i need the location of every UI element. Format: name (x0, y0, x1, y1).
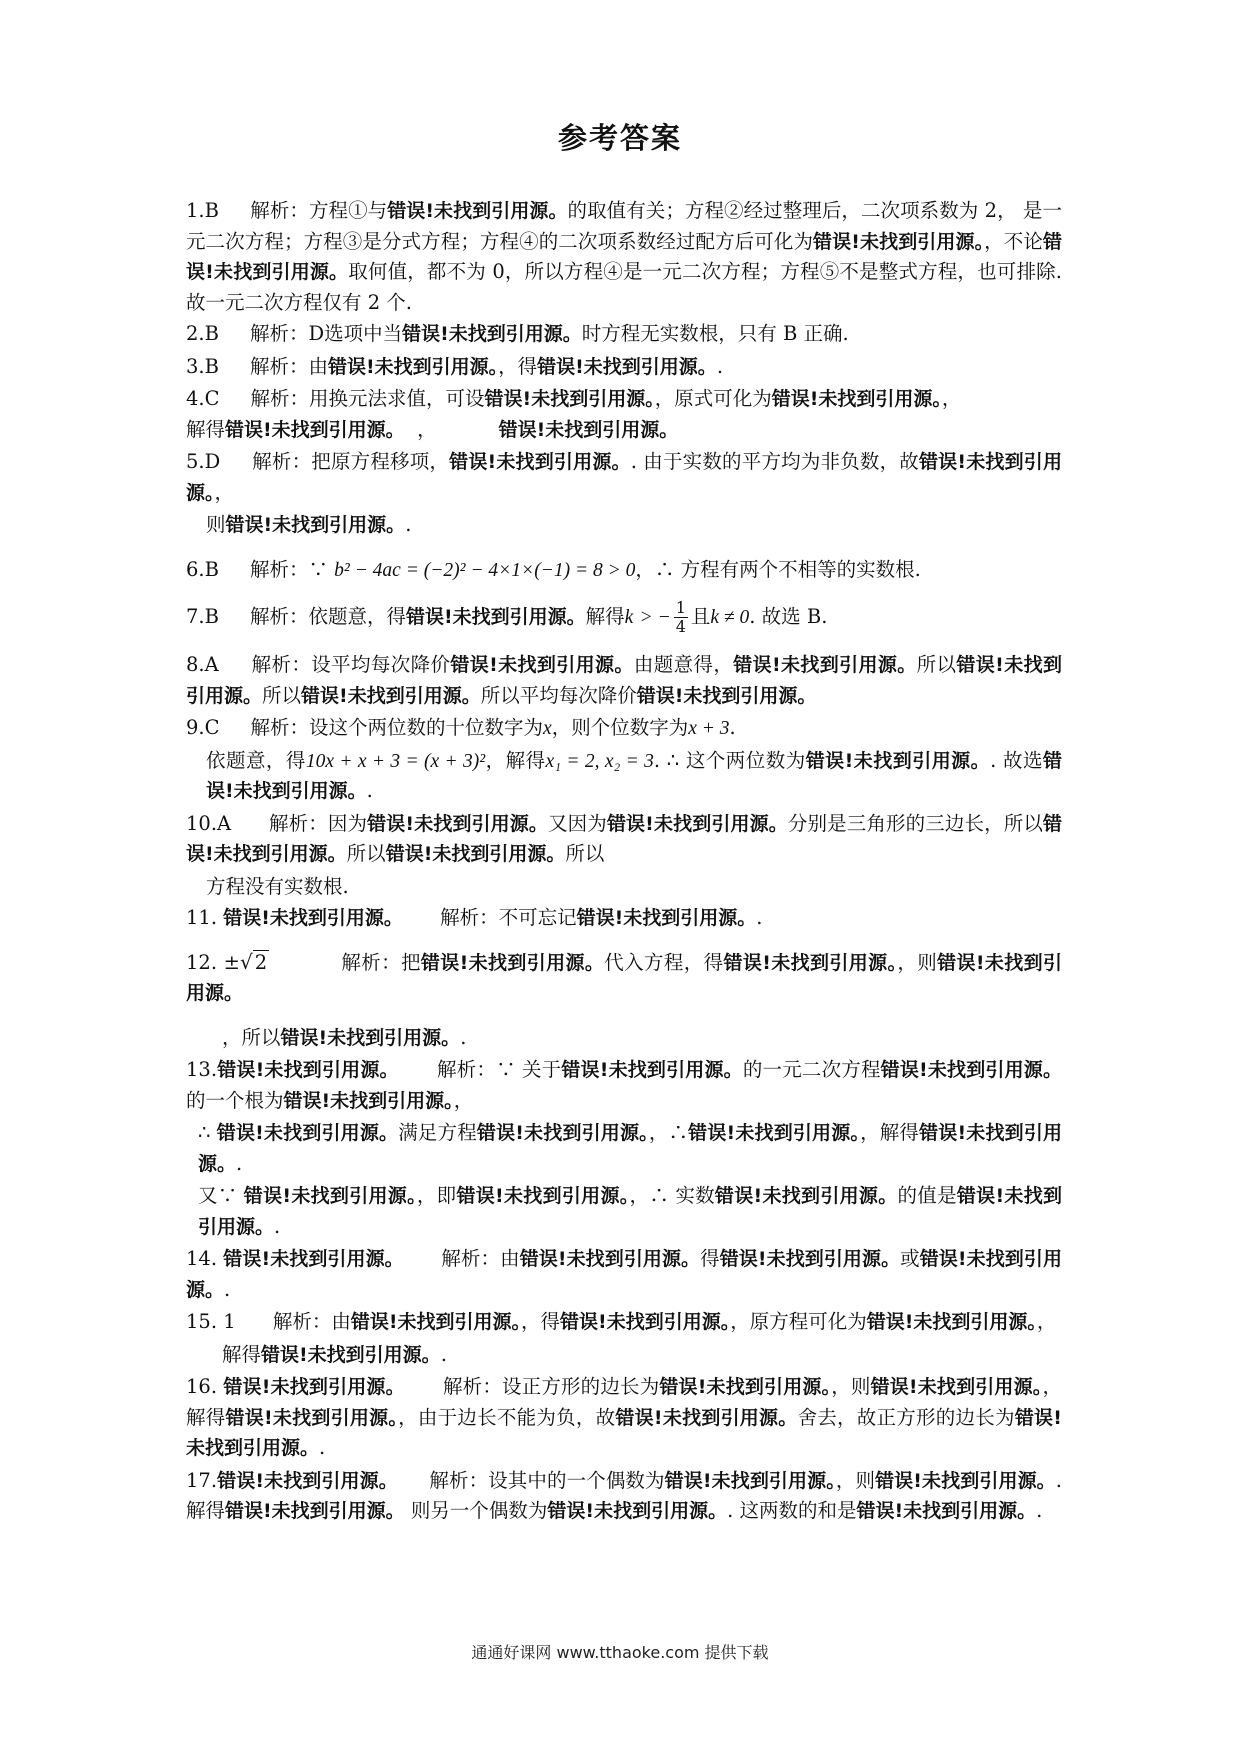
answer-text: . (756, 906, 763, 929)
answer-text: ，原式可化为 (654, 387, 772, 410)
answer-text: ，解得 (860, 1121, 920, 1144)
answer-5 (186, 447, 1062, 508)
answer-text: 的取值有关；方程②经过整理后，二次项系数为 2， 是一元二次方程；方程③是分式方程；方程④的二次项系数经过配方后可化为 (186, 199, 1062, 253)
answer-text: ，即 (416, 1184, 457, 1207)
answer-text: . 故选 B. (749, 605, 828, 628)
answer-12-continued (186, 1023, 1062, 1054)
answer-text: ， (214, 480, 235, 504)
answer-16 (186, 1372, 1062, 1464)
error-ref: 错误!未找到引用源。 (771, 388, 942, 410)
error-ref: 错误!未找到引用源。 (225, 418, 405, 441)
answer-text: . (236, 1151, 243, 1175)
error-ref: 错误!未找到引用源。 (280, 1026, 461, 1049)
answer-13-step-3 (186, 1181, 1062, 1242)
error-ref: 错误!未找到引用源。 (456, 1185, 630, 1207)
math-var: k (624, 607, 634, 628)
answer-text: 解得 (222, 1342, 262, 1366)
answer-text: 解析：方程①与 (250, 199, 388, 222)
answer-label: 12. (186, 950, 218, 974)
error-ref: 错误!未找到引用源。 (856, 1500, 1037, 1522)
answer-text: 所以平均每次降价 (480, 683, 637, 707)
error-ref: 错误!未找到引用源。 (866, 1311, 1037, 1333)
error-ref: 错误!未找到引用源。 (198, 1122, 1062, 1175)
answer-text: 或 (900, 1247, 920, 1270)
error-ref: 错误!未找到引用源。 (243, 1185, 417, 1207)
error-ref: 错误!未找到引用源。 (813, 230, 985, 253)
answer-17 (186, 1466, 1062, 1527)
answer-text: 解析：依题意，得 (249, 605, 406, 628)
answer-text: 解析：由 (441, 1247, 520, 1270)
answer-text: ， (941, 387, 962, 410)
answer-label: 1.B (186, 199, 219, 222)
answer-text: ，则 (897, 950, 938, 974)
answer-label: 15. 1 (186, 1310, 236, 1333)
answer-1 (186, 196, 1062, 317)
answer-text: . 解得 (186, 1468, 1062, 1522)
fraction (674, 599, 688, 636)
answer-text: 解析：∵ 关于 (437, 1058, 562, 1081)
answer-text: 分别是三角形的三边长，所以 (787, 811, 1043, 835)
answer-text: . (716, 354, 724, 378)
sqrt-radicand: 2 (254, 950, 268, 974)
answer-13 (186, 1055, 1062, 1116)
answer-label: 4.C (186, 387, 220, 410)
answer-text: 解析：不可忘记 (440, 906, 577, 929)
answer-11 (186, 903, 1062, 934)
answer-text: . (460, 1025, 467, 1049)
answer-text: ，得 (521, 1310, 561, 1333)
answer-text: 又因为 (548, 811, 607, 835)
math-expr: x + 3 (688, 718, 730, 739)
answer-text: ，由于边长不能为负，故 (398, 1405, 616, 1429)
answer-9-continued (186, 746, 1062, 807)
answer-2 (186, 319, 1062, 350)
answer-text: . 这两数的和是 (727, 1499, 857, 1522)
error-ref: 错误!未找到引用源。 (387, 200, 568, 222)
error-ref: 错误!未找到引用源。 (561, 1059, 743, 1081)
error-ref: 错误!未找到引用源。 (519, 1248, 701, 1270)
answer-text: 则另一个偶数为 (410, 1499, 548, 1522)
error-ref: 错误!未找到引用源。 (327, 355, 499, 378)
error-ref: 错误!未找到引用源。 (484, 388, 655, 410)
answer-text: . (405, 513, 412, 536)
answer-text: . (319, 1436, 326, 1459)
answer-text: 所以 (346, 842, 386, 865)
error-ref: 错误!未找到引用源。 (870, 1376, 1043, 1398)
answer-text: 所以 (262, 683, 302, 707)
error-ref: 错误!未找到引用源。 (186, 1406, 1062, 1459)
answer-text: 解析：因为 (269, 811, 368, 835)
answer-text: 解析：由 (272, 1310, 351, 1333)
error-ref: 错误!未找到引用源。 (217, 1059, 399, 1081)
answer-text: 且 (690, 605, 711, 628)
error-ref: 错误!未找到引用源。 (723, 951, 898, 974)
answer-text: 取何值，都不为 0，所以方程④是一元二次方程；方程⑤不是整式方程，也可排除.故一元二次方程仅有 2 个. (186, 260, 1062, 314)
answer-14 (186, 1244, 1062, 1305)
answer-label: 11. (186, 906, 218, 929)
error-ref: 错误!未找到引用源。 (636, 684, 817, 707)
page-title: 参考答案 (557, 121, 682, 155)
error-ref: 错误!未找到引用源。 (261, 1343, 441, 1366)
error-ref: 错误!未找到引用源。 (225, 514, 406, 536)
sqrt-icon: √ (239, 949, 253, 974)
answer-text: 所以 (565, 842, 605, 865)
error-ref: 错误!未找到引用源。 (225, 1406, 399, 1429)
error-ref: 错误!未找到引用源。 (223, 1376, 405, 1398)
answer-text: 舍去，故正方形的边长为 (797, 1405, 1015, 1429)
error-ref: 错误!未找到引用源。 (875, 1469, 1056, 1492)
error-ref: 错误!未找到引用源。 (350, 1311, 522, 1333)
error-ref: 错误!未找到引用源。 (659, 1376, 832, 1398)
answer-text: ，解得 (485, 748, 546, 772)
error-ref: 错误!未找到引用源。 (476, 1122, 649, 1144)
answer-label: 9.C (186, 716, 220, 739)
answer-text: 方程没有实数根. (206, 874, 349, 898)
answer-label: 17. (186, 1468, 218, 1492)
error-ref: 错误!未找到引用源。 (719, 1248, 901, 1270)
answer-text: 解析：设平均每次降价 (251, 653, 451, 676)
math-solution: x₁ = 2, x₂ = 3 (545, 750, 654, 772)
answer-text: . (366, 779, 373, 802)
error-ref: 错误!未找到引用源。 (450, 654, 634, 676)
error-ref: 错误!未找到引用源。 (217, 1469, 398, 1492)
error-ref: 错误!未找到引用源。 (198, 1185, 1062, 1238)
answer-text: 依题意，得 (206, 748, 306, 772)
error-ref: 错误!未找到引用源。 (449, 451, 631, 473)
answer-label: 7.B (186, 605, 219, 628)
answer-label: 16. (186, 1375, 218, 1398)
answer-label: 6.B (186, 557, 219, 581)
error-ref: 错误!未找到引用源。 (283, 1089, 454, 1112)
error-ref: 错误!未找到引用源。 (186, 230, 1062, 283)
answer-text: 所以 (916, 653, 957, 676)
discriminant-formula: b² − 4ac = (−2)² − 4×1×(−1) = 8 > 0 (334, 559, 636, 581)
error-ref: 错误!未找到引用源。 (223, 907, 403, 929)
answer-text: ，解得 (186, 1375, 1062, 1429)
math-var: x (543, 718, 552, 739)
answer-10 (186, 809, 1062, 870)
answer-6 (186, 555, 1062, 586)
error-ref: 错误!未找到引用源。 (498, 418, 679, 441)
answer-8 (186, 650, 1062, 711)
answer-text: 由题意得， (633, 653, 734, 676)
answer-text: ， (1036, 1310, 1057, 1333)
error-ref: 错误!未找到引用源。 (186, 1248, 1062, 1301)
answer-text: 时方程无实数根，只有 B 正确. (581, 322, 849, 345)
error-ref: 错误!未找到引用源。 (615, 1406, 798, 1429)
answer-text: . (729, 716, 736, 739)
error-ref: 错误!未找到引用源。 (606, 812, 788, 835)
answer-text: 解析：把 (341, 950, 421, 974)
answer-text: ，得 (498, 354, 538, 378)
math-equation: 10x + x + 3 = (x + 3)² (305, 750, 486, 772)
answer-text: 解析：把原方程移项， (252, 450, 450, 473)
fraction-numerator: 1 (675, 598, 686, 617)
answer-text: ， (453, 1088, 474, 1112)
answer-10-continued (186, 872, 1062, 902)
error-ref: 错误!未找到引用源。 (664, 1469, 836, 1492)
error-ref: 错误!未找到引用源。 (206, 749, 1062, 802)
error-ref: 错误!未找到引用源。 (537, 355, 717, 378)
answer-text: 解析：由 (249, 354, 328, 378)
answer-12 (186, 948, 1062, 1009)
answer-text: 则 (206, 513, 226, 536)
answer-15 (186, 1307, 1062, 1338)
answer-text: ，原方程可化为 (730, 1310, 867, 1333)
answer-text: . (274, 1214, 281, 1238)
plus-minus: ± (223, 950, 240, 974)
error-ref: 错误!未找到引用源。 (420, 951, 605, 974)
fraction-denominator: 4 (675, 617, 686, 636)
answer-text: . 由于实数的平方均为非负数，故 (630, 450, 919, 473)
answer-text: . ∴ 这个两位数为 (653, 748, 806, 772)
answer-text: 满足方程 (398, 1121, 477, 1144)
answer-13-step-2 (186, 1118, 1062, 1179)
error-ref: 错误!未找到引用源。 (547, 1500, 728, 1522)
answer-label: 5.D (186, 450, 221, 473)
answer-text: 解析：设正方形的边长为 (442, 1375, 660, 1398)
answer-text: 解析：用换元法求值，可设 (250, 387, 485, 410)
answer-text: 的一个根为 (186, 1088, 284, 1112)
answer-text: 解得 (186, 417, 226, 441)
answer-text: ，则 (835, 1468, 876, 1492)
answer-text: ∴ (198, 1121, 211, 1144)
answer-label: 14. (186, 1247, 218, 1270)
answer-text: ， (417, 417, 437, 441)
answer-text: 的值是 (897, 1184, 957, 1207)
answer-4 (186, 384, 1062, 445)
answer-text: 解析：∵ (249, 557, 328, 581)
error-ref: 错误!未找到引用源。 (714, 1185, 898, 1207)
answer-text: . (224, 1277, 231, 1301)
answer-text: ，则个位数字为 (551, 716, 689, 739)
answer-text: ，∴ 方程有两个不相等的实数根. (635, 557, 921, 581)
answer-7 (186, 599, 1062, 636)
answer-text: 解得 (585, 605, 625, 628)
answer-3 (186, 352, 1062, 383)
math-op: > − (639, 607, 671, 628)
answer-text: 解析：设这个两位数的十位数字为 (250, 716, 544, 739)
answer-text: 的一元二次方程 (742, 1058, 881, 1081)
error-ref: 错误!未找到引用源。 (367, 812, 549, 835)
error-ref: 错误!未找到引用源。 (688, 1122, 861, 1144)
answer-text: . 故选 (990, 748, 1043, 772)
error-ref: 错误!未找到引用源。 (733, 654, 917, 676)
error-ref: 错误!未找到引用源。 (216, 1122, 399, 1144)
answer-15-continued (186, 1340, 1062, 1371)
answer-label: 13. (186, 1058, 218, 1081)
answer-label: 3.B (186, 354, 219, 378)
answer-9 (186, 713, 1062, 744)
answer-label: 2.B (186, 322, 219, 345)
answer-5-continued (186, 510, 1062, 541)
answer-text: 又∵ (198, 1184, 238, 1207)
error-ref: 错误!未找到引用源。 (576, 907, 757, 929)
error-ref: 错误!未找到引用源。 (301, 684, 481, 707)
error-ref: 错误!未找到引用源。 (186, 812, 1062, 865)
answer-list (186, 196, 1062, 1529)
error-ref: 错误!未找到引用源。 (880, 1059, 1062, 1081)
error-ref: 错误!未找到引用源。 (223, 1248, 404, 1270)
error-ref: 错误!未找到引用源。 (405, 606, 586, 628)
error-ref: 错误!未找到引用源。 (402, 323, 582, 345)
answer-text: ，则 (831, 1375, 871, 1398)
answer-text: . (440, 1342, 447, 1366)
math-expr: k ≠ 0 (710, 607, 750, 628)
error-ref: 错误!未找到引用源。 (225, 1500, 405, 1522)
answer-text: 解析：D选项中当 (249, 322, 403, 345)
error-ref: 错误!未找到引用源。 (560, 1311, 731, 1333)
answer-text: ，∴ 实数 (629, 1184, 715, 1207)
answer-text: 解析：设其中的一个偶数为 (429, 1468, 665, 1492)
answer-label: 8.A (186, 653, 219, 676)
error-ref: 错误!未找到引用源。 (186, 951, 1062, 1004)
page-footer: 通通好课网 www.tthaoke.com 提供下载 (471, 1643, 769, 1662)
answer-label: 10.A (186, 811, 232, 835)
answer-text: ，不论 (984, 229, 1043, 253)
error-ref: 错误!未找到引用源。 (186, 654, 1062, 707)
answer-text: . (1036, 1499, 1043, 1522)
error-ref: 错误!未找到引用源。 (186, 451, 1062, 504)
answer-text: ，∴ (648, 1121, 688, 1144)
answer-text: 得 (700, 1247, 720, 1270)
answer-text: ，所以 (222, 1025, 281, 1049)
error-ref: 错误!未找到引用源。 (805, 749, 991, 772)
answer-text: 代入方程，得 (604, 950, 724, 974)
error-ref: 错误!未找到引用源。 (385, 843, 566, 865)
